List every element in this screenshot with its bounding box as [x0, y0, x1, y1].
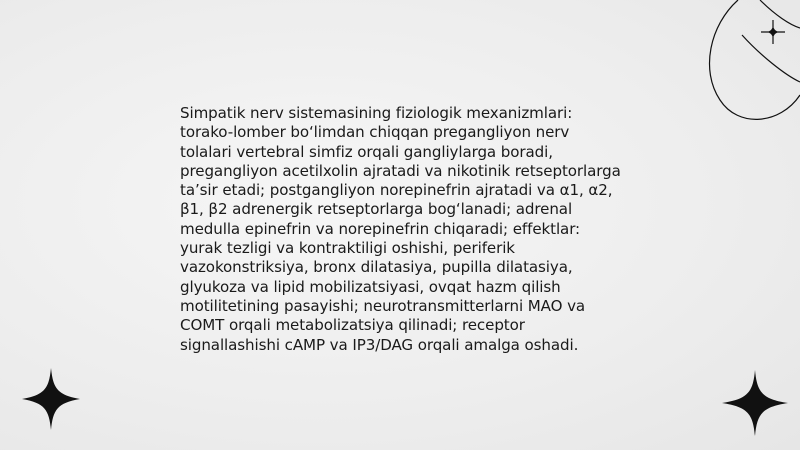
- orbit-sparkle-icon: [680, 0, 800, 150]
- sparkle-icon: [761, 20, 785, 44]
- slide-body-text: Simpatik nerv sistemasining fiziologik mexanizmlari: torako-lomber bo‘limdan chiqqan pregangliyon nerv tolalari vertebral simfiz orqali gangliylarga boradi, pregangliyon acetilxolin ajratadi va nikotinik retseptorlarga ta’sir etadi; postgangliyon norepinefrin ajratadi va α1, α2, β1, β2 adrenergik retseptorlarga bog‘lanadi; adrenal medulla epinefrin va norepinefrin chiqaradi; effektlar: yurak tezligi va kontraktiligi oshishi, periferik vazokonstriksiya, bronx dilatasiya, pupilla dilatasiya, glyukoza va lipid mobilizatsiyasi, ovqat hazm qilish motilitetining pasayishi; neurotransmitterlarni MAO va COMT orqali metabolizatsiya qilinadi; receptor signallashishi cAMP va IP3/DAG orqali amalga oshadi.: [180, 104, 621, 354]
- four-point-star-icon: [22, 368, 80, 430]
- four-point-star-icon: [722, 370, 788, 436]
